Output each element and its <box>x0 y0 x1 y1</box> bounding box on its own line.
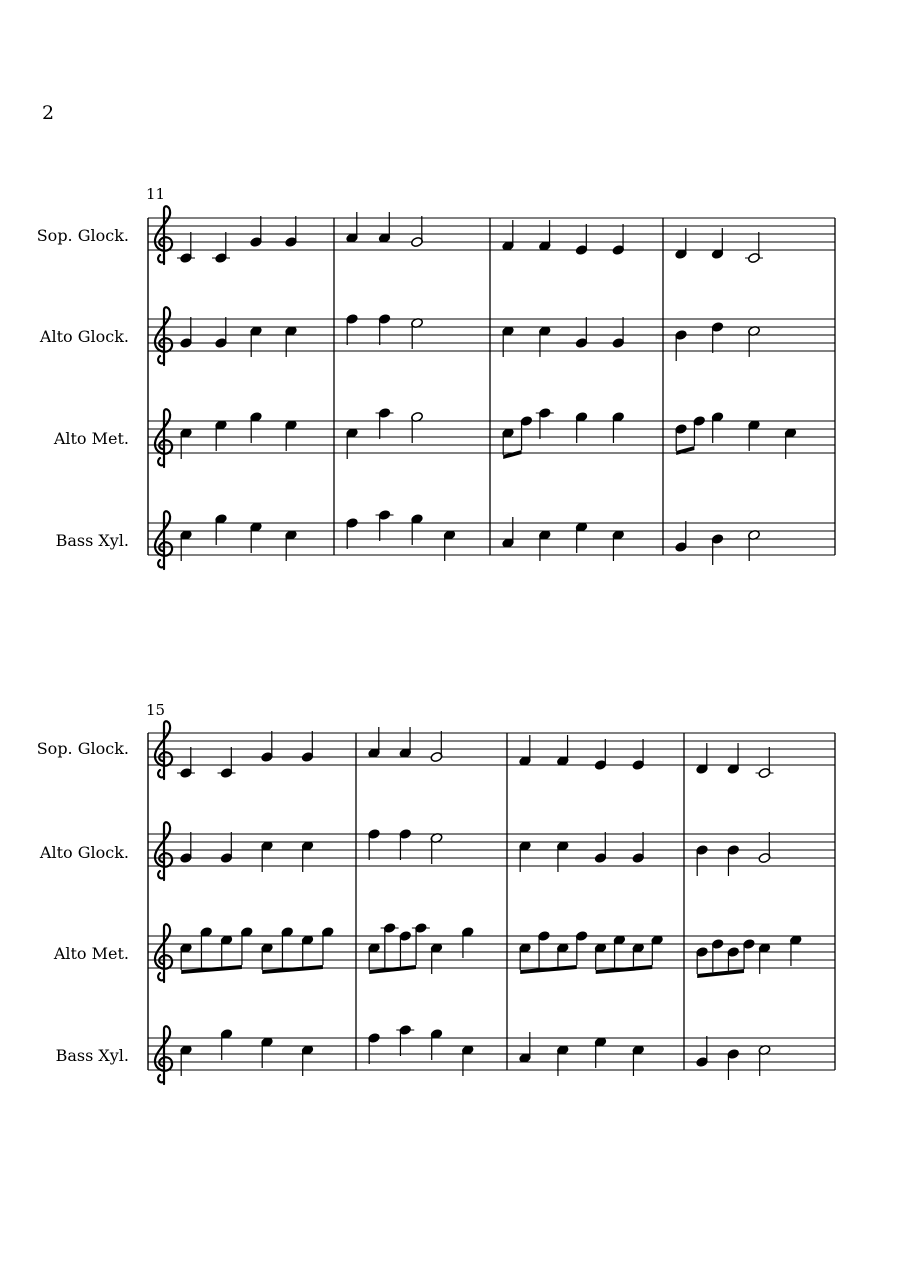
note-beam <box>369 965 416 974</box>
measure-notes <box>180 411 298 459</box>
measure-number-15: 15 <box>146 701 166 719</box>
treble-clef-icon <box>155 822 172 880</box>
system <box>148 721 835 1084</box>
instrument-label-alto-met: Alto Met. <box>53 429 129 448</box>
measure-notes <box>696 1036 771 1080</box>
measure-notes <box>368 922 475 974</box>
treble-clef-icon <box>155 1026 172 1084</box>
measure-notes <box>177 731 314 779</box>
measure-notes <box>675 521 761 565</box>
instrument-label-bass-xyl: Bass Xyl. <box>55 1046 129 1065</box>
note-beam <box>262 965 323 974</box>
measure-number-11: 11 <box>146 185 166 203</box>
measure-notes <box>180 926 335 974</box>
note-beam <box>503 450 521 459</box>
page-number: 2 <box>42 102 55 124</box>
treble-clef-icon <box>155 924 172 982</box>
measure-notes <box>675 228 763 264</box>
measure-notes <box>696 832 771 876</box>
instrument-label-alto-met: Alto Met. <box>53 944 129 963</box>
treble-clef-icon <box>155 206 172 264</box>
treble-clef-icon <box>155 307 172 365</box>
staff <box>148 206 835 264</box>
measure-notes <box>368 1024 475 1076</box>
instrument-label-sop-glock: Sop. Glock. <box>36 226 129 245</box>
measure-notes <box>180 1028 314 1076</box>
instrument-label-bass-xyl: Bass Xyl. <box>55 531 129 550</box>
note-beam <box>596 965 653 974</box>
note-beam <box>520 965 577 974</box>
treble-clef-icon <box>155 721 172 779</box>
measure-notes <box>180 513 298 561</box>
instrument-label-sop-glock: Sop. Glock. <box>36 739 129 758</box>
note-beam <box>697 969 744 978</box>
measure-notes <box>346 407 424 459</box>
note-beam <box>181 965 242 974</box>
measure-notes <box>177 216 297 264</box>
system <box>148 206 835 569</box>
measure-notes <box>346 509 456 561</box>
instrument-label-alto-glock: Alto Glock. <box>39 843 129 862</box>
instrument-label-alto-glock: Alto Glock. <box>39 327 129 346</box>
measure-notes <box>696 743 774 779</box>
measure-notes <box>696 934 803 978</box>
treble-clef-icon <box>155 409 172 467</box>
measure-notes <box>502 407 625 459</box>
note-beam <box>676 446 694 455</box>
treble-clef-icon <box>155 511 172 569</box>
measure-notes <box>675 411 797 459</box>
